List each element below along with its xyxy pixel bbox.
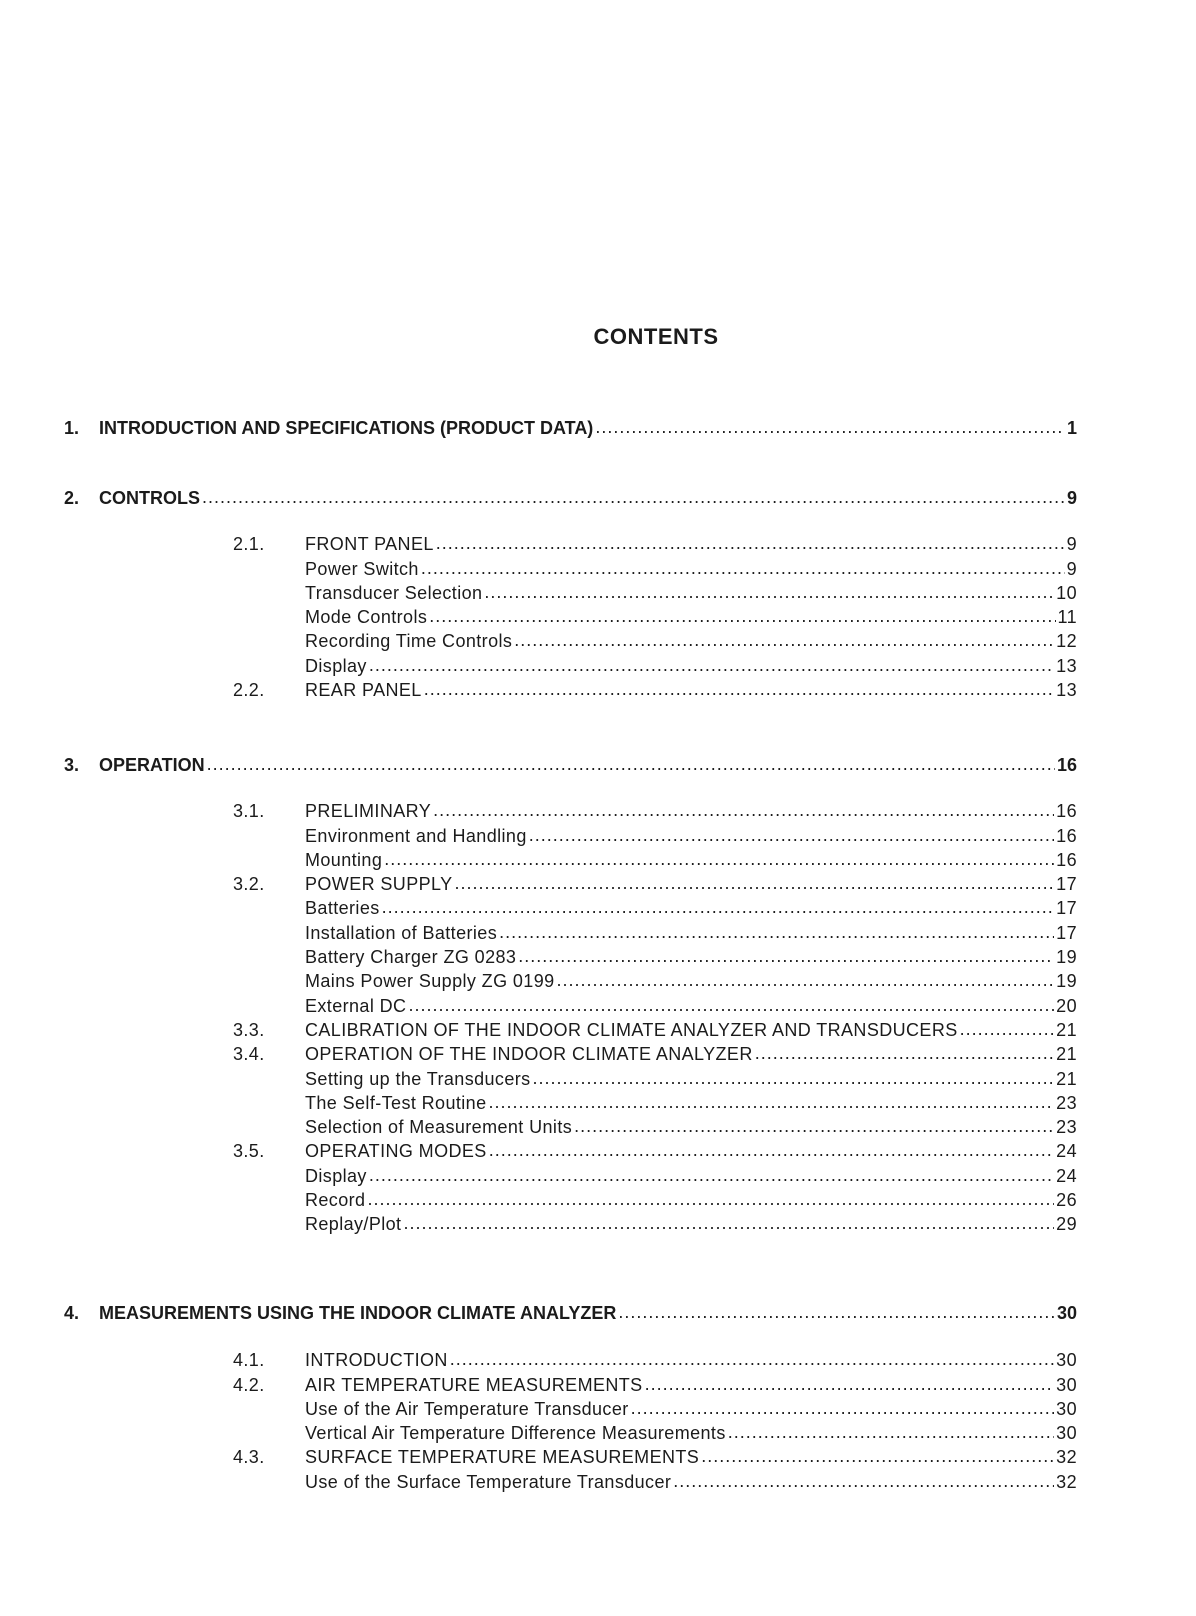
entry-title: Mounting [305,849,383,870]
dot-leader [367,1189,1054,1210]
dot-leader [701,1446,1054,1467]
entry-title: PRELIMINARY [305,801,432,822]
toc-entry[interactable] [233,992,1077,1016]
chapter-page-number: 1 [1066,418,1077,438]
dot-leader [595,417,1065,438]
entry-title: CALIBRATION OF THE INDOOR CLIMATE ANALYZER AND TRANSDUCERS [305,1019,958,1040]
toc-entry[interactable] [233,1065,1077,1089]
toc-section-list-operation [233,798,1077,1235]
dot-leader [455,873,1055,894]
section-number: 2.2. [233,680,265,701]
dot-leader [557,970,1055,991]
dot-leader [202,487,1065,508]
toc-entry[interactable] [233,871,1077,895]
dot-leader [408,995,1054,1016]
entry-title: OPERATION OF THE INDOOR CLIMATE ANALYZER [305,1044,753,1065]
toc-entry[interactable] [233,847,1077,871]
dot-leader [645,1374,1055,1395]
toc-entry[interactable] [233,968,1077,992]
entry-page-number: 12 [1056,631,1077,652]
entry-title: Display [305,1165,367,1186]
entry-page-number: 10 [1056,582,1077,603]
entry-page-number: 23 [1056,1117,1077,1138]
entry-title: Record [305,1190,366,1211]
entry-title: SURFACE TEMPERATURE MEASUREMENTS [305,1447,700,1468]
section-number: 3.1. [233,801,265,822]
dot-leader [403,1213,1054,1234]
chapter-page-number: 16 [1056,755,1077,775]
toc-entry[interactable] [233,1347,1077,1371]
entry-page-number: 19 [1056,947,1077,968]
entry-title: Environment and Handling [305,825,527,846]
chapter-title: MEASUREMENTS USING THE INDOOR CLIMATE ANALYZER [99,1303,617,1323]
toc-chapter-operation[interactable] [64,752,1077,776]
toc-entry[interactable] [233,895,1077,919]
toc-chapter-measurements[interactable] [64,1300,1077,1324]
entry-title: Battery Charger ZG 0283 [305,947,517,968]
dot-leader [421,558,1065,579]
section-number: 2.1. [233,534,265,555]
entry-title: Installation of Batteries [305,922,498,943]
toc-entry[interactable] [233,677,1077,701]
entry-title: REAR PANEL [305,680,422,701]
toc-entry[interactable] [233,652,1077,676]
entry-title: Batteries [305,898,380,919]
entry-page-number: 23 [1056,1092,1077,1113]
dot-leader [574,1116,1054,1137]
toc-entry[interactable] [233,628,1077,652]
dot-leader [424,679,1054,700]
section-number: 4.2. [233,1374,265,1395]
entry-page-number: 16 [1056,849,1077,870]
dot-leader [436,533,1065,554]
entry-title: AIR TEMPERATURE MEASUREMENTS [305,1374,643,1395]
dot-leader [514,630,1054,651]
toc-entry[interactable] [233,1017,1077,1041]
toc-entry[interactable] [233,1420,1077,1444]
toc-entry[interactable] [233,555,1077,579]
entry-page-number: 24 [1056,1165,1077,1186]
section-number: 3.4. [233,1044,265,1065]
toc-chapter-controls[interactable] [64,485,1077,509]
entry-page-number: 30 [1056,1423,1077,1444]
toc-entry[interactable] [233,1211,1077,1235]
entry-page-number: 19 [1056,971,1077,992]
entry-title: Use of the Surface Temperature Transducer [305,1471,672,1492]
page-title: CONTENTS [593,324,719,349]
entry-title: Vertical Air Temperature Difference Measurements [305,1423,726,1444]
dot-leader [384,849,1054,870]
toc-entry[interactable] [233,1371,1077,1395]
entry-title: Display [305,655,367,676]
section-number: 3.2. [233,874,265,895]
entry-page-number: 9 [1066,534,1077,555]
entry-title: FRONT PANEL [305,534,434,555]
entry-title: Mode Controls [305,607,428,628]
entry-page-number: 13 [1056,680,1077,701]
entry-page-number: 21 [1056,1044,1077,1065]
entry-page-number: 9 [1066,558,1077,579]
entry-page-number: 26 [1056,1190,1077,1211]
entry-page-number: 17 [1056,922,1077,943]
chapter-number: 4. [64,1303,80,1323]
dot-leader [533,1068,1055,1089]
entry-page-number: 30 [1056,1374,1077,1395]
chapter-title: CONTROLS [99,488,200,508]
dot-leader [369,1165,1054,1186]
dot-leader [433,800,1054,821]
chapter-number: 3. [64,755,80,775]
entry-title: The Self-Test Routine [305,1092,487,1113]
section-number: 3.3. [233,1019,265,1040]
entry-page-number: 24 [1056,1141,1077,1162]
entry-title: External DC [305,995,407,1016]
chapter-number: 2. [64,488,80,508]
entry-page-number: 21 [1056,1068,1077,1089]
toc-entry[interactable] [233,1162,1077,1186]
entry-page-number: 30 [1056,1398,1077,1419]
dot-leader [488,1092,1054,1113]
dot-leader [207,754,1055,775]
toc-entry[interactable] [233,944,1077,968]
dot-leader [529,825,1054,846]
chapter-title: INTRODUCTION AND SPECIFICATIONS (PRODUCT DATA) [99,418,594,438]
toc-entry[interactable] [233,580,1077,604]
toc-chapter-introduction[interactable] [64,415,1077,439]
entry-title: Recording Time Controls [305,631,513,652]
entry-title: OPERATING MODES [305,1141,487,1162]
toc-entry[interactable] [233,919,1077,943]
toc-entry[interactable] [233,822,1077,846]
dot-leader [369,655,1054,676]
toc-entry[interactable] [233,798,1077,822]
toc-entry[interactable] [233,1138,1077,1162]
dot-leader [429,606,1055,627]
entry-page-number: 11 [1057,607,1077,628]
chapter-number: 1. [64,418,80,438]
toc-entry[interactable] [233,604,1077,628]
entry-page-number: 17 [1056,874,1077,895]
entry-page-number: 32 [1056,1471,1077,1492]
entry-page-number: 17 [1056,898,1077,919]
entry-page-number: 13 [1056,655,1077,676]
toc-entry[interactable] [233,1396,1077,1420]
dot-leader [499,922,1054,943]
entry-title: Selection of Measurement Units [305,1117,573,1138]
dot-leader [484,582,1054,603]
entry-title: Power Switch [305,558,419,579]
toc-entry[interactable] [233,1187,1077,1211]
dot-leader [518,946,1054,967]
entry-title: INTRODUCTION [305,1350,448,1371]
toc-entry[interactable] [233,1114,1077,1138]
toc-section-list-controls [233,531,1077,701]
entry-title: Replay/Plot [305,1214,402,1235]
dot-leader [960,1019,1055,1040]
entry-page-number: 29 [1056,1214,1077,1235]
chapter-page-number: 30 [1056,1303,1077,1323]
entry-page-number: 21 [1056,1019,1077,1040]
section-number: 4.1. [233,1350,265,1371]
section-number: 3.5. [233,1141,265,1162]
entry-page-number: 16 [1056,801,1077,822]
dot-leader [450,1349,1054,1370]
toc-entry[interactable] [233,1468,1077,1492]
entry-title: POWER SUPPLY [305,874,453,895]
chapter-page-number: 9 [1066,488,1077,508]
entry-title: Mains Power Supply ZG 0199 [305,971,555,992]
toc-entry[interactable] [233,1041,1077,1065]
toc-entry[interactable] [233,1090,1077,1114]
dot-leader [631,1398,1055,1419]
toc-section-list-measurements [233,1347,1077,1493]
dot-leader [382,897,1055,918]
entry-page-number: 32 [1056,1447,1077,1468]
chapter-title: OPERATION [99,755,205,775]
dot-leader [755,1043,1054,1064]
toc-entry[interactable] [233,531,1077,555]
dot-leader [489,1140,1054,1161]
dot-leader [728,1422,1054,1443]
entry-title: Use of the Air Temperature Transducer [305,1398,629,1419]
dot-leader [673,1471,1054,1492]
entry-page-number: 20 [1056,995,1077,1016]
section-number: 4.3. [233,1447,265,1468]
entry-title: Setting up the Transducers [305,1068,531,1089]
toc-entry[interactable] [233,1444,1077,1468]
dot-leader [618,1302,1055,1323]
entry-title: Transducer Selection [305,582,483,603]
entry-page-number: 30 [1056,1350,1077,1371]
entry-page-number: 16 [1056,825,1077,846]
